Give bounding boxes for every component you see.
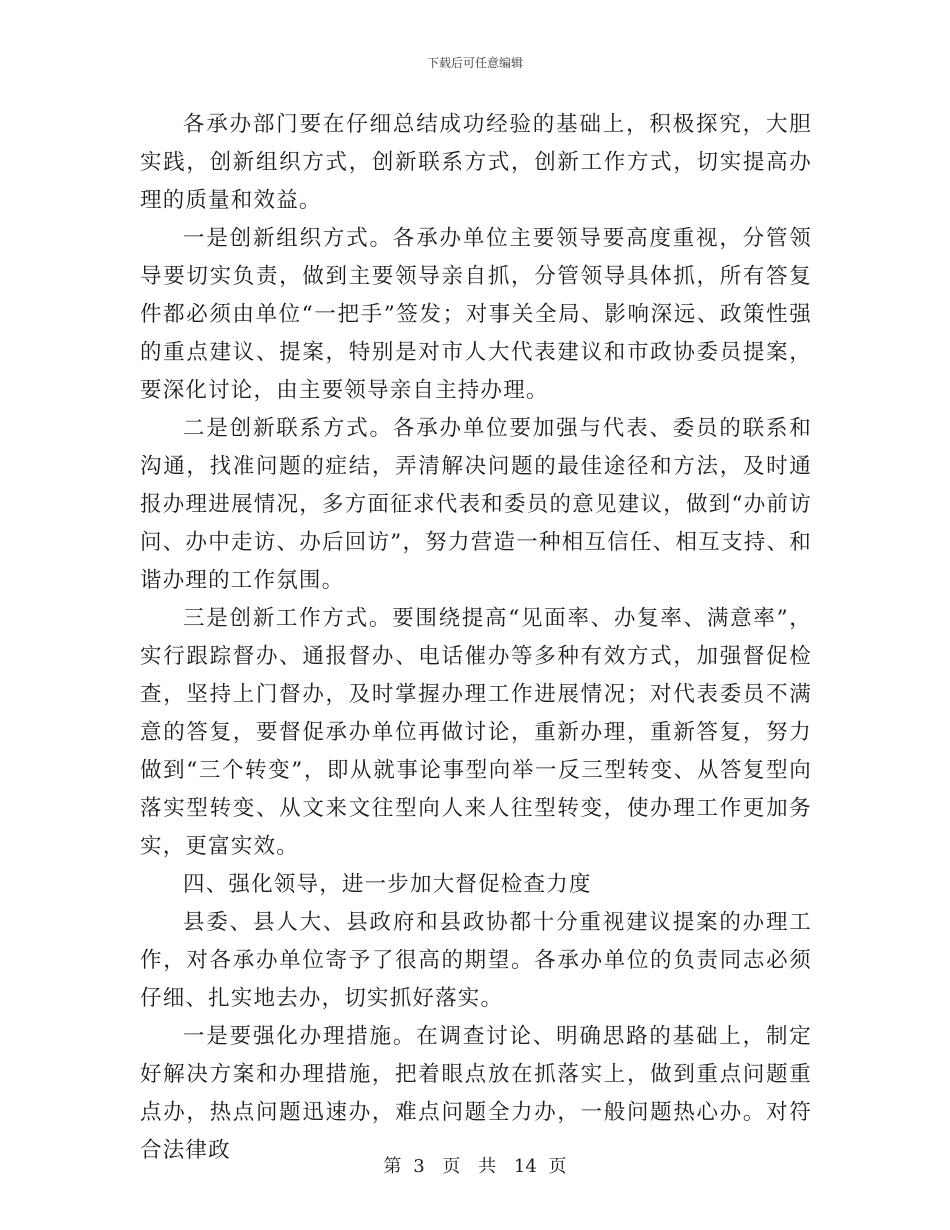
paragraph-2: 一是创新组织方式。各承办单位主要领导要高度重视，分管领导要切实负责，做到主要领导亲自抓，分管领导具体抓，所有答复件都必须由单位“一把手”签发；对事关全局、影响深远、政策性强的重点建议、提案，特别是对市人大代表建议和市政协委员提案，要深化讨论，由主要领导亲自主持办理。 bbox=[140, 226, 812, 403]
current-page-number: 3 bbox=[413, 1156, 425, 1177]
footer-page-word: 页 bbox=[442, 1156, 461, 1177]
footer-suffix: 页 bbox=[548, 1156, 567, 1177]
total-pages-number: 14 bbox=[513, 1156, 537, 1177]
page-header: 下载后可任意编辑 bbox=[426, 56, 523, 70]
paragraph-3: 二是创新联系方式。各承办单位要加强与代表、委员的联系和沟通，找准问题的症结，弄清解决问题的最佳途径和方法，及时通报办理进展情况，多方面征求代表和委员的意见建议，做到“办前访问、办中走访、办后回访”，努力营造一种相互信任、相互支持、和谐办理的工作氛围。 bbox=[140, 416, 812, 593]
section-heading: 四、强化领导，进一步加大督促检查力度 bbox=[183, 872, 592, 897]
paragraph-5: 县委、县人大、县政府和县政协都十分重视建议提案的办理工作，对各承办单位寄予了很高的期望。各承办单位的负责同志必须仔细、扎实地去办，切实抓好落实。 bbox=[140, 910, 812, 1011]
footer-prefix: 第 bbox=[383, 1156, 402, 1177]
document-body bbox=[140, 106, 812, 1170]
paragraph-4: 三是创新工作方式。要围绕提高“见面率、办复率、满意率”，实行跟踪督办、通报督办、电话催办等多种有效方式，加强督促检查，坚持上门督办，及时掌握办理工作进展情况；对代表委员不满意的答复，要督促承办单位再做讨论，重新办理，重新答复，努力做到“三个转变”，即从就事论事型向举一反三型转变、从答复型向落实型转变、从文来文往型向人来人往型转变，使办理工作更加务实，更富实效。 bbox=[140, 606, 812, 859]
footer-total-word: 共 bbox=[478, 1156, 497, 1177]
page-footer bbox=[0, 1152, 950, 1178]
paragraph-1: 各承办部门要在仔细总结成功经验的基础上，积极探究，大胆实践，创新组织方式，创新联系方式，创新工作方式，切实提高办理的质量和效益。 bbox=[140, 112, 812, 213]
paragraph-6: 一是要强化办理措施。在调查讨论、明确思路的基础上，制定好解决方案和办理措施，把着眼点放在抓落实上，做到重点问题重点办，热点问题迅速办，难点问题全力办，一般问题热心办。对符合法律政 bbox=[140, 1024, 812, 1163]
